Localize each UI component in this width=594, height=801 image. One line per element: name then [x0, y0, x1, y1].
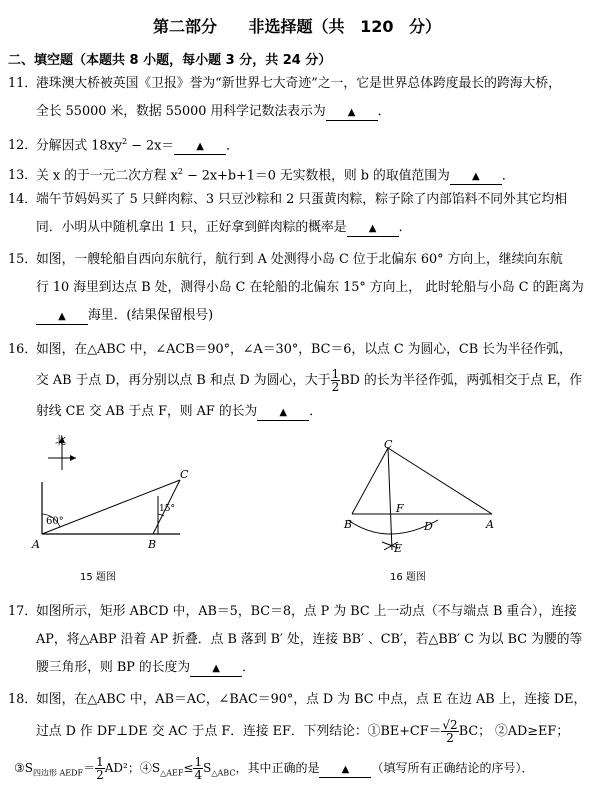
question-number: 18．	[8, 692, 38, 707]
answer-blank: ▲	[174, 139, 226, 155]
question-number: 15．	[8, 252, 38, 267]
exponent: 2	[122, 137, 128, 146]
question-15	[8, 246, 588, 330]
answer-blank: ▲	[326, 105, 378, 121]
question-12	[8, 128, 588, 160]
question-text: S	[203, 761, 212, 775]
question-text: 全长 55000 米，数据 55000 用科学记数法表示为	[36, 104, 326, 119]
north-label: 北	[55, 434, 66, 447]
fraction: $\frac{1}{4}$	[194, 755, 203, 782]
fraction: $\frac{√2}{2}$	[442, 718, 458, 745]
question-text: 海里．(结果保留根号)	[88, 308, 214, 323]
question-text: 港珠澳大桥被英国《卫报》誉为“新世界七大奇迹”之一，它是世界总体跨度最长的跨海大桥，	[36, 76, 561, 91]
question-text: 交 AB 于点 D，再分别以点 B 和点 D 为圆心，大于	[36, 373, 331, 388]
figure-16-caption: 16 题图	[390, 572, 426, 583]
east-arrowhead	[70, 455, 76, 461]
question-number: 16．	[8, 342, 38, 357]
label-C: C	[384, 438, 393, 451]
question-number: 14．	[8, 192, 38, 207]
label-A: A	[32, 538, 40, 551]
question-text: ．	[309, 404, 323, 419]
question-number: 17．	[8, 604, 38, 619]
question-text: ．	[377, 104, 391, 119]
question-text: − 2x＝	[127, 138, 175, 154]
question-number: 13．	[8, 168, 38, 184]
page-title: 第二部分 非选择题（共 120 分）	[152, 17, 442, 36]
question-text: ③S	[14, 761, 33, 775]
label-C: C	[180, 468, 189, 481]
answer-blank: ▲	[257, 405, 309, 421]
answer-blank: ▲	[190, 661, 242, 677]
ray-CE	[388, 448, 392, 550]
question-number: 12．	[8, 138, 38, 154]
question-text: 如图，在△ABC 中，AB＝AC，∠BAC＝90°，点 D 为 BC 中点，点 E 在边 AB 上，连接 DE，	[36, 692, 587, 707]
exponent: 2	[177, 167, 183, 176]
question-text: 行 10 海里到达点 B 处，测得小岛 C 在轮船的北偏东 15° 方向上， 此时轮船与小岛 C 的距离为	[36, 280, 584, 295]
fraction: $\frac{1}{2}$	[331, 367, 340, 394]
question-text: ．	[398, 220, 412, 235]
question-text: 腰三角形，则 BP 的长度为	[36, 660, 191, 675]
question-text: 如图，一艘轮船自西向东航行，航行到 A 处测得小岛 C 位于北偏东 60° 方向上，继续向东航	[36, 252, 563, 267]
question-number: 11．	[8, 76, 38, 91]
question-14	[8, 186, 588, 242]
label-B: B	[344, 518, 353, 531]
question-text: AD²；④S	[104, 761, 161, 775]
answer-blank: ▲	[36, 309, 88, 325]
answer-blank: ▲	[347, 221, 399, 237]
label-D: D	[424, 520, 433, 533]
question-text: 如图，在△ABC 中，∠ACB＝90°，∠A＝30°，BC＝6，以点 C 为圆心，CB 长为半径作弧，	[36, 342, 572, 357]
section-heading: 二、填空题（本题共 8 小题，每小题 3 分，共 24 分）	[8, 53, 332, 68]
label-B: B	[148, 538, 157, 551]
question-text: AP，将△ABP 沿着 AP 折叠．点 B 落到 B′ 处，连接 BB′ 、CB′，若△BB′ C 为以 BC 为腰的等	[36, 632, 583, 647]
figure-15	[30, 434, 210, 554]
question-text: ≤	[183, 761, 194, 775]
angle-60-label: 60°	[46, 516, 64, 527]
question-text: 端午节妈妈买了 5 只鲜肉粽、3 只豆沙粽和 2 只蛋黄肉粽，粽子除了内部馅料不同外其它均相	[36, 192, 568, 207]
subscript: △ABC	[211, 768, 236, 778]
question-text: − 2x+b+1＝0 无实数根，则 b 的取值范围为	[182, 168, 450, 184]
question-text: 过点 D 作 DF⊥DE 交 AC 于点 F．连接 EF．下列结论：①BE+CF＝	[36, 724, 442, 739]
subscript: 四边形 AEDF	[32, 768, 84, 778]
question-text: 关 x 的于一元二次方程 x	[36, 168, 178, 184]
question-text: 射线 CE 交 AB 于点 F，则 AF 的长为	[36, 404, 258, 419]
label-F: F	[396, 502, 404, 515]
question-text: 分解因式 18xy	[36, 138, 122, 154]
answer-blank: ▲	[319, 761, 371, 778]
question-17	[8, 598, 588, 682]
fraction: $\frac{1}{2}$	[96, 755, 104, 782]
figure-15-caption: 15 题图	[80, 572, 116, 583]
label-E: E	[394, 542, 403, 555]
line-CB	[352, 448, 388, 514]
figure-16	[340, 438, 510, 560]
question-text: ＝	[83, 761, 96, 775]
subscript: △AEF	[160, 768, 184, 778]
question-18	[8, 686, 588, 791]
question-text: ．	[501, 168, 515, 184]
question-text: ，其中正确的是	[235, 761, 320, 775]
label-A: A	[486, 518, 494, 531]
angle-15-label: 15°	[159, 504, 175, 514]
question-text: ．	[226, 138, 239, 154]
question-text: 如图所示，矩形 ABCD 中，AB＝5，BC＝8，点 P 为 BC 上一动点（不与端点 B 重合），连接	[36, 604, 577, 619]
question-text: （填写所有正确结论的序号）．	[371, 761, 534, 775]
question-text: BD 的长为半径作弧，两弧相交于点 E，作	[340, 373, 583, 388]
question-text: 同．小明从中随机拿出 1 只，正好拿到鲜肉粽的概率是	[36, 220, 347, 235]
question-text: ．	[242, 660, 255, 675]
answer-blank: ▲	[450, 169, 502, 185]
question-16	[8, 336, 588, 426]
question-text: BC； ②AD≥EF；	[458, 724, 570, 739]
question-11	[8, 70, 588, 126]
